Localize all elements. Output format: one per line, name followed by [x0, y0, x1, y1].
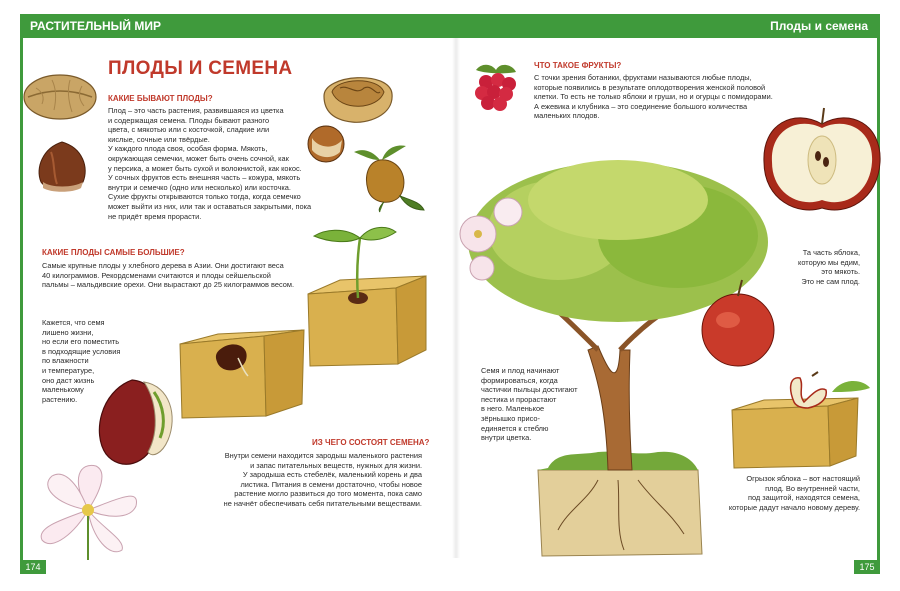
text-seed-note: Кажется, что семя лишено жизни, но если его поместить в подходящие условия по влажности и температуре, оно даст жизнь маленькому растению. [42, 318, 121, 404]
heading-biggest: КАКИЕ ПЛОДЫ САМЫЕ БОЛЬШИЕ? [42, 248, 185, 257]
heading-fruits: ЧТО ТАКОЕ ФРУКТЫ? [534, 61, 622, 70]
sprout-soil-icon [300, 222, 436, 366]
right-page-edge [877, 14, 880, 574]
rosehip-icon [350, 140, 426, 212]
heading-seeds: ИЗ ЧЕГО СОСТОЯТ СЕМЕНА? [312, 438, 430, 447]
text-seeds: Внутри семени находится зародыш маленького растения и запас питательных веществ, нужных для жизни. У зародыша есть стебелёк, маленький корень и два листика. Питания в семени достаточно, чтобы новое растение могло развиться до того момента, пока само не начнёт обеспечивать себя питательными веществами. [223, 451, 422, 508]
text-pollen: Семя и плод начинают формироваться, когда частички пыльцы достигают пестика и прорастают в него. Маленькое зёрнышко присо- единяется к стеблю внутри цветка. [481, 366, 578, 443]
raspberry-icon [468, 60, 524, 114]
section-header-right: Плоды и семена [455, 14, 880, 38]
text-kinds: Плод – это часть растения, развившаяся из цветка и содержащая семена. Плоды бывают разного цвета, с мякотью или с косточкой, сладкие или кислые, сочные или твёрдые. У каждого плода своя, особая форма. Мякоть, окружающая семечки, может быть очень сочной, как у персика, а может быть сухой и волокнистой, как кокос. У сочных фруктов есть внешняя часть – кожура, мякоть внутри и семечко (одно или несколько) или косточка. Сухие фрукты открываются только тогда, когда семечко может выйти из них, или так и оставаться закрытыми, пока не придёт время прорасти. [108, 106, 312, 221]
page-number-left: 174 [20, 560, 46, 574]
walnut-icon [22, 70, 98, 124]
text-core: Огрызок яблока – вот настоящий плод. Во внутренней части, под защитой, находятся семена, которые дадут начало новому дереву. [728, 474, 860, 512]
hazelnut-icon [302, 122, 352, 164]
section-header-left: РАСТИТЕЛЬНЫЙ МИР [20, 14, 455, 38]
page-title: ПЛОДЫ И СЕМЕНА [108, 58, 293, 79]
text-biggest: Самые крупные плоды у хлебного дерева в Азии. Они достигают веса 40 килограммов. Рекордсменами считаются и плоды сейшельской пальмы – мальдивские орехи. Они вырастают до 25 килограммов весом. [42, 261, 295, 290]
heading-kinds: КАКИЕ БЫВАЮТ ПЛОДЫ? [108, 94, 213, 103]
chestnut-icon [33, 138, 91, 194]
text-fruits: С точки зрения ботаники, фруктами называются любые плоды, которые появились в результате оплодотворения женской половой клетки. То есть не только яблоки и груши, но и огурцы с помидорами. А ежевика и клубника – это соединение большого количества маленьких плодов. [534, 73, 773, 121]
seed-soil-icon [178, 324, 308, 420]
cracked-walnut-icon [318, 66, 396, 126]
apple-blossom-icon [30, 458, 148, 562]
apple-core-soil-icon [728, 372, 876, 470]
text-apple-part: Та часть яблока, которую мы едим, это мякоть. Это не сам плод. [798, 248, 860, 286]
page-number-right: 175 [854, 560, 880, 574]
apple-tree-icon [448, 150, 788, 560]
